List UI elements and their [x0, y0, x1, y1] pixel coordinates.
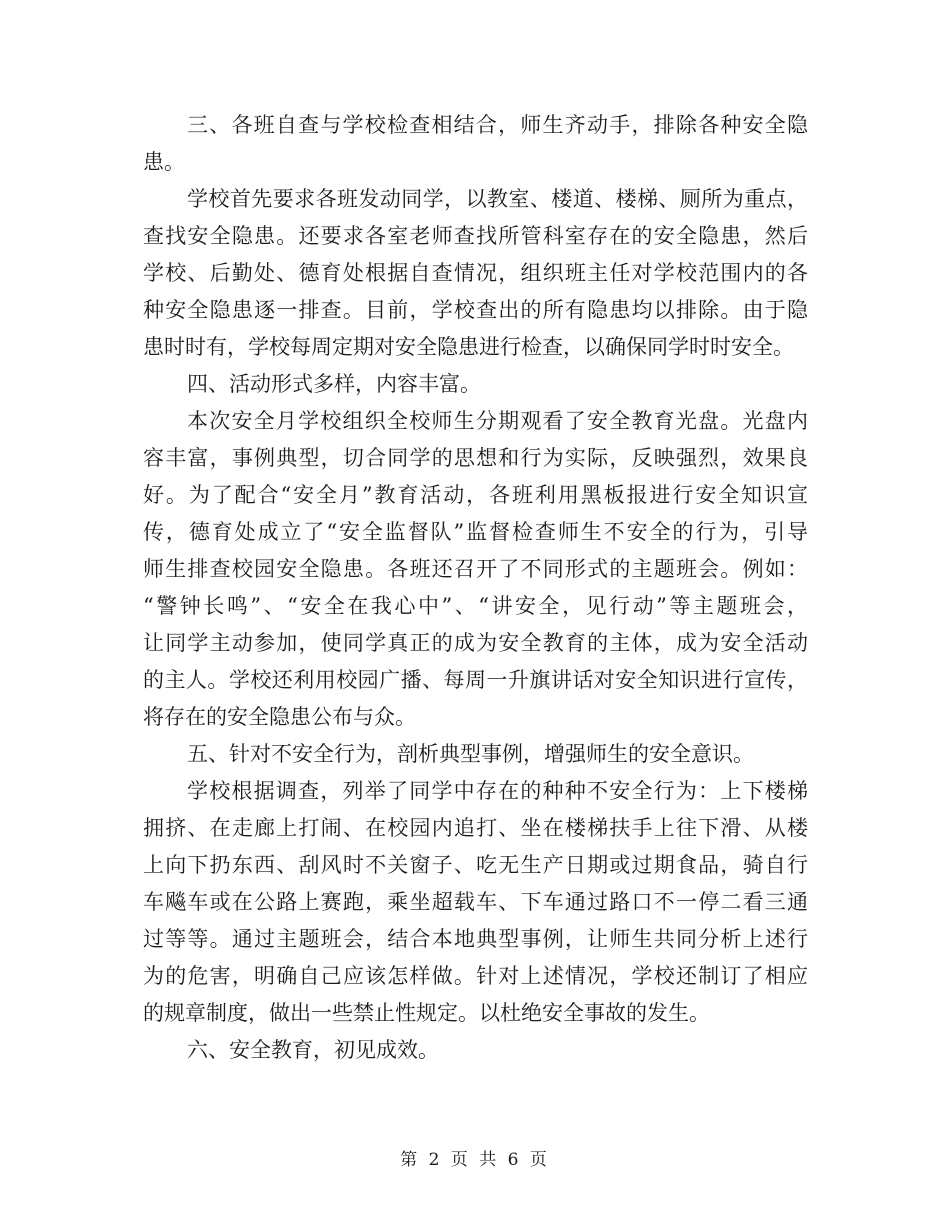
- text-line: 好。为了配合“安全月”教育活动，各班利用黑板报进行安全知识宣: [143, 483, 808, 507]
- text-line: 让同学主动参加，使同学真正的成为安全教育的主体，成为安全活动: [143, 631, 808, 655]
- text-line: 师生排查校园安全隐患。各班还召开了不同形式的主题班会。例如：: [143, 557, 808, 581]
- text-line: 容丰富，事例典型，切合同学的思想和行为实际，反映强烈，效果良: [143, 446, 808, 470]
- text-line: 患时时有，学校每周定期对安全隐患进行检查，以确保同学时时安全。: [143, 335, 794, 359]
- text-line: 种安全隐患逐一排查。目前，学校查出的所有隐患均以排除。由于隐: [143, 298, 808, 322]
- text-line: 五、针对不安全行为，剖析典型事例，增强师生的安全意识。: [187, 742, 754, 766]
- text-line: 的规章制度，做出一些禁止性规定。以杜绝安全事故的发生。: [143, 1001, 710, 1025]
- text-line: 为的危害，明确自己应该怎样做。针对上述情况，学校还制订了相应: [143, 964, 808, 988]
- text-line: “警钟长鸣”、“安全在我心中”、“讲安全，见行动”等主题班会，: [143, 594, 808, 618]
- text-line: 将存在的安全隐患公布与众。: [143, 705, 416, 729]
- text-line: 三、各班自查与学校检查相结合，师生齐动手，排除各种安全隐: [187, 113, 808, 137]
- text-line: 的主人。学校还利用校园广播、每周一升旗讲话对安全知识进行宣传，: [143, 668, 808, 692]
- text-line: 过等等。通过主题班会，结合本地典型事例，让师生共同分析上述行: [143, 927, 808, 951]
- text-line: 上向下扔东西、刮风时不关窗子、吃无生产日期或过期食品，骑自行: [143, 853, 808, 877]
- text-line: 学校、后勤处、德育处根据自查情况，组织班主任对学校范围内的各: [143, 261, 808, 285]
- text-line: 传，德育处成立了“安全监督队”监督检查师生不安全的行为，引导: [143, 520, 808, 544]
- text-line: 拥挤、在走廊上打闹、在校园内追打、坐在楼梯扶手上往下滑、从楼: [143, 816, 808, 840]
- text-line: 患。: [143, 150, 185, 174]
- text-line: 四、活动形式多样，内容丰富。: [187, 372, 481, 396]
- text-line: 车飚车或在公路上赛跑，乘坐超载车、下车通过路口不一停二看三通: [143, 890, 808, 914]
- text-line: 本次安全月学校组织全校师生分期观看了安全教育光盘。光盘内: [187, 409, 808, 433]
- text-line: 查找安全隐患。还要求各室老师查找所管科室存在的安全隐患，然后: [143, 224, 808, 248]
- page-footer: 第 2 页 共 6 页: [400, 1150, 550, 1170]
- document-body: [143, 107, 808, 1069]
- text-line: 六、安全教育，初见成效。: [187, 1038, 439, 1062]
- text-line: 学校根据调查，列举了同学中存在的种种不安全行为：上下楼梯: [187, 779, 808, 803]
- text-line: 学校首先要求各班发动同学，以教室、楼道、楼梯、厕所为重点，: [187, 187, 808, 211]
